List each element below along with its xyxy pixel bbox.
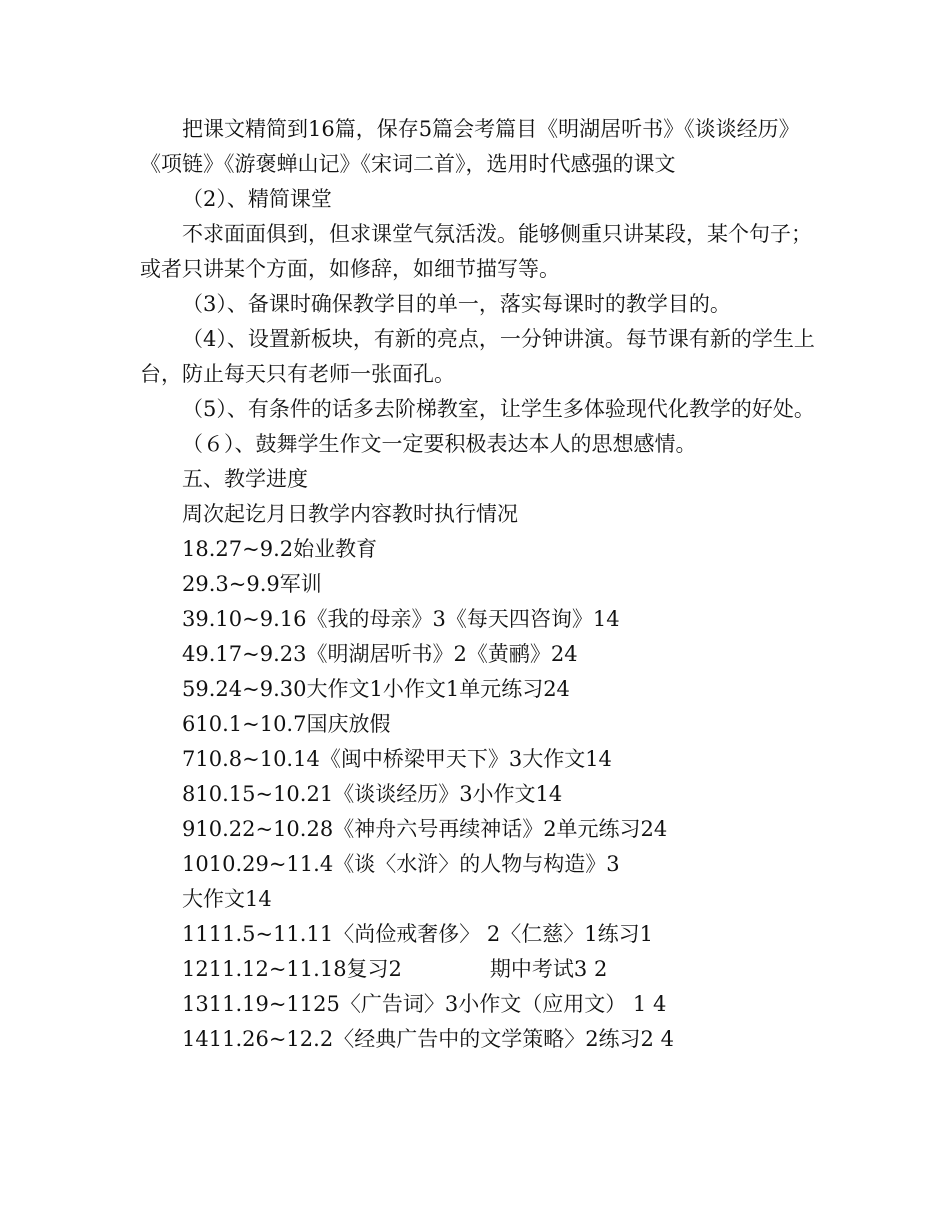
schedule-header: 周次起讫月日教学内容教时执行情况: [182, 502, 518, 526]
schedule-row: 810.15~10.21《谈谈经历》3小作文14: [182, 782, 563, 806]
paragraph-simplify-class-body: 不求面面俱到，但求课堂气氛活泼。能够侧重只讲某段，某个句子；或者只讲某个方面，如修辞，如细节描写等。: [140, 222, 812, 281]
schedule-row: 18.27~9.2始业教育: [182, 537, 378, 561]
schedule-row: 1010.29~11.4《谈〈水浒〉的人物与构造》3: [182, 852, 620, 876]
document-body: [140, 112, 820, 1057]
schedule-row: 1311.19~1125〈广告词〉3小作文（应用文） 1 4: [182, 992, 667, 1016]
paragraph-composition: （６）、鼓舞学生作文一定要积极表达本人的思想感情。: [182, 432, 697, 456]
schedule-row: 610.1~10.7国庆放假: [182, 712, 391, 736]
schedule-row-midterm: [140, 952, 820, 987]
section-title: 五、教学进度: [182, 467, 308, 491]
schedule-row: 1411.26~12.2〈经典广告中的文学策略〉2练习2 4: [182, 1027, 674, 1051]
paragraph-lesson-prep: （3）、备课时确保教学目的单一，落实每课时的教学目的。: [182, 292, 731, 316]
paragraph-new-segment: （4）、设置新板块，有新的亮点，一分钟讲演。每节课有新的学生上台，防止每天只有老师一张面孔。: [140, 327, 815, 386]
schedule-row: 1111.5~11.11〈尚俭戒奢侈〉 2〈仁慈〉1练习1: [182, 922, 653, 946]
schedule-row-exam: 期中考试3 2: [489, 957, 608, 981]
paragraph-simplify-class-heading: （2）、精简课堂: [182, 187, 332, 211]
schedule-row: 49.17~9.23《明湖居听书》2《黄鹂》24: [182, 642, 578, 666]
schedule-row: 大作文14: [182, 887, 272, 911]
paragraph-course-selection: 把课文精简到16篇，保存5篇会考篇目《明湖居听书》《谈谈经历》《项链》《游褒蝉山记》《宋词二首》，选用时代感强的课文: [140, 117, 800, 176]
schedule-row: 29.3~9.9军训: [182, 572, 322, 596]
paragraph-lecture-hall: （5）、有条件的话多去阶梯教室，让学生多体验现代化教学的好处。: [182, 397, 815, 421]
schedule-row: 910.22~10.28《神舟六号再续神话》2单元练习24: [182, 817, 668, 841]
schedule-row-review: 1211.12~11.18复习2: [182, 957, 402, 981]
schedule-row: 39.10~9.16《我的母亲》3《每天四咨询》14: [182, 607, 620, 631]
schedule-row: 710.8~10.14《闽中桥梁甲天下》3大作文14: [182, 747, 612, 771]
schedule-row: 59.24~9.30大作文1小作文1单元练习24: [182, 677, 570, 701]
